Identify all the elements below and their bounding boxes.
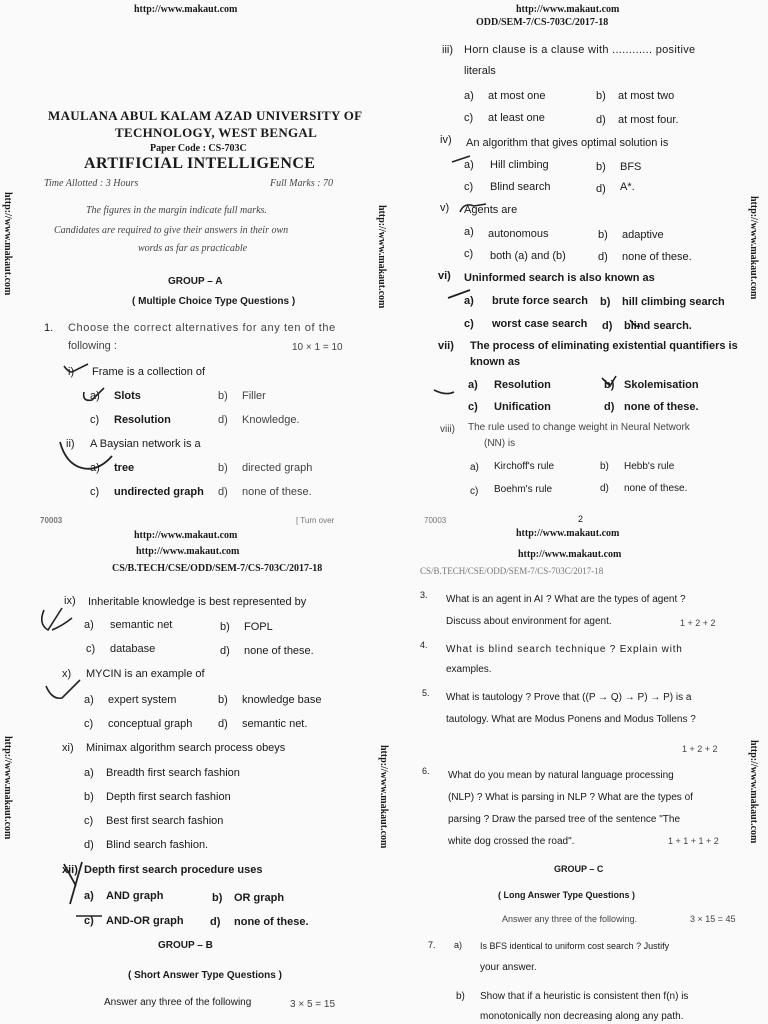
qvii-option-d-label: d) [604,401,615,413]
group-b-marks: 3 × 5 = 15 [290,999,336,1010]
pen-tick-marks-page3 [36,600,116,940]
qvi-option-a: brute force search [492,295,588,307]
page2-header-code: ODD/SEM-7/CS-703C/2017-18 [476,17,609,28]
qiii-option-c: at least one [488,112,545,124]
watermark-url-right-bottom: http://www.makaut.com [748,740,759,844]
page-3 [0,520,384,1024]
qv-option-c: both (a) and (b) [490,250,566,262]
qv-option-c-label: c) [464,248,474,260]
qix-option-a: semantic net [110,619,173,631]
qix-option-b: FOPL [244,621,273,633]
site-url-header: http://www.makaut.com [134,4,238,15]
qxi-option-a-label: a) [84,767,94,779]
qiii-option-a-label: a) [464,90,474,102]
qi-number: i) [68,366,75,378]
qviii-option-c: Boehm's rule [494,484,553,495]
qiii-option-c-label: c) [464,112,474,124]
qxii-text: Depth first search procedure uses [84,864,263,876]
qviii-option-c-label: c) [470,486,479,497]
q1-text: Choose the correct alternatives for any ten of the [68,322,336,334]
q7b-text: Show that if a heuristic is consistent then f(n) is [480,991,689,1002]
qiv-option-b-label: b) [596,161,606,173]
qvi-option-b-label: b) [600,296,611,308]
qii-number: ii) [66,438,75,450]
qvii-number: vii) [438,340,454,352]
qvi-option-c: worst case search [492,318,588,330]
qviii-option-b-label: b) [600,461,609,472]
q1-number: 1. [44,322,54,334]
q6-text: What do you mean by natural language processing [448,770,674,781]
qv-option-a-label: a) [464,226,474,238]
qiv-option-d-label: d) [596,183,606,195]
qvi-option-c-label: c) [464,318,474,330]
qviii-text: The rule used to change weight in Neural Network [468,422,690,433]
q7-number: 7. [428,940,436,950]
qx-text: MYCIN is an example of [86,668,205,680]
q3-text-line2: Discuss about environment for agent. [446,616,612,627]
qiv-option-c-label: c) [464,181,474,193]
pen-tick-marks-page1 [58,360,118,510]
group-b-title: GROUP – B [158,940,213,951]
qii-option-b-label: b) [218,462,228,474]
qxii-option-a: AND graph [106,890,164,902]
qiii-number: iii) [442,44,453,56]
group-c-marks: 3 × 15 = 45 [690,914,736,924]
q1-marks: 10 × 1 = 10 [292,342,343,353]
watermark-url-right-top: http://www.makaut.com [748,196,759,300]
qxii-option-d-label: d) [210,916,221,928]
qxi-option-b-label: b) [84,791,94,803]
qv-option-d: none of these. [622,251,692,263]
qvi-option-d-label: d) [602,320,613,332]
qii-option-a: tree [114,462,135,474]
qv-option-b: adaptive [622,229,664,241]
qiv-text: An algorithm that gives optimal solution is [466,137,669,149]
qxii-option-c: AND-OR graph [106,915,184,927]
qviii-option-a: Kirchoff's rule [494,461,555,472]
qiii-option-a: at most one [488,90,546,102]
qiv-option-d: A*. [620,181,635,193]
page4-header-code: CS/B.TECH/CSE/ODD/SEM-7/CS-703C/2017-18 [420,566,604,576]
qvi-text: Uninformed search is also known as [464,272,655,284]
group-c-title: GROUP – C [554,864,604,874]
q5-text: What is tautology ? Prove that ((P → Q) → P) → P) is a [446,692,692,703]
qx-option-c: conceptual graph [108,718,193,730]
qvi-option-a-label: a) [464,295,474,307]
qx-option-a-label: a) [84,694,94,706]
q1-text-line2: following : [68,340,117,352]
qvii-option-c-label: c) [468,401,478,413]
site-url-header-2: http://www.makaut.com [518,549,622,560]
q3-marks: 1 + 2 + 2 [680,618,716,628]
qx-option-c-label: c) [84,718,94,730]
qxi-option-a: Breadth first search fashion [106,767,240,779]
qxii-option-a-label: a) [84,890,94,902]
qxii-option-b-label: b) [212,892,223,904]
qix-option-a-label: a) [84,619,94,631]
qx-option-d: semantic net. [242,718,308,730]
qvii-option-a-label: a) [468,379,478,391]
qii-text: A Baysian network is a [90,438,201,450]
qi-option-c: Resolution [114,414,171,426]
qvi-number: vi) [438,270,451,282]
qii-option-d-label: d) [218,486,228,498]
qix-option-d: none of these. [244,645,314,657]
qv-number: v) [440,202,450,214]
qxi-text: Minimax algorithm search process obeys [86,742,286,754]
qvii-option-b-label: b) [604,379,615,391]
qiv-number: iv) [440,134,452,146]
q5-marks: 1 + 2 + 2 [682,744,718,754]
q6-marks: 1 + 1 + 1 + 2 [668,836,719,846]
qi-option-a: Slots [114,390,141,402]
qviii-option-d-label: d) [600,483,609,494]
q3-text: What is an agent in AI ? What are the types of agent ? [446,594,686,605]
qxi-option-b: Depth first search fashion [106,791,231,803]
group-c-subtitle: ( Long Answer Type Questions ) [498,890,636,900]
qx-option-b-label: b) [218,694,228,706]
qx-option-a: expert system [108,694,177,706]
paper-code: Paper Code : CS-703C [150,143,247,154]
qii-option-a-label: a) [90,462,100,474]
qviii-option-b: Hebb's rule [624,461,675,472]
qiii-option-d-label: d) [596,114,606,126]
qiii-text-line2: literals [464,65,496,77]
qii-option-d: none of these. [242,486,312,498]
page1-turn-over: [ Turn over [296,516,335,525]
qiv-option-a-label: a) [464,159,474,171]
qii-option-b: directed graph [242,462,313,474]
q6-text-line2: (NLP) ? What is parsing in NLP ? What are the types of [448,792,693,803]
qviii-option-a-label: a) [470,462,479,473]
qv-text: Agents are [464,204,518,216]
qiv-option-b: BFS [620,161,642,173]
qix-option-c: database [110,643,156,655]
page2-footer-code: 70003 [424,516,447,525]
qv-option-d-label: d) [598,251,608,263]
qvii-text: The process of eliminating existential quantifiers is [470,340,738,352]
site-url-header: http://www.makaut.com [516,4,620,15]
qix-option-d-label: d) [220,645,230,657]
qxi-number: xi) [62,742,74,754]
qxi-option-d: Blind search fashion. [106,839,209,851]
page-1 [0,0,384,525]
group-a-subtitle: ( Multiple Choice Type Questions ) [132,296,296,307]
page-4 [384,520,768,1024]
q5-text-line2: tautology. What are Modus Ponens and Modus Tollens ? [446,714,696,725]
qx-number: x) [62,668,72,680]
q7a-text-line2: your answer. [480,962,537,973]
qvi-option-d: blind search. [624,320,692,332]
qxi-option-d-label: d) [84,839,94,851]
qv-option-b-label: b) [598,229,608,241]
qix-option-b-label: b) [220,621,230,633]
watermark-url-mid-top: http://www.makaut.com [376,205,387,309]
q7b-label: b) [456,991,465,1002]
qvii-text-line2: known as [470,356,521,368]
qxii-option-b: OR graph [234,892,285,904]
group-c-instruction: Answer any three of the following. [502,914,638,924]
qix-number: ix) [64,595,76,607]
qiv-option-a: Hill climbing [490,159,549,171]
q4-text-line2: examples. [446,664,492,675]
time-allotted: Time Allotted : 3 Hours [44,178,139,189]
page1-footer-code: 70003 [40,516,63,525]
qvii-option-d: none of these. [624,401,699,413]
group-a-title: GROUP – A [168,276,223,287]
q7b-text-line2: monotonically non decreasing along any path. [480,1011,684,1022]
qiii-option-b: at most two [618,90,675,102]
qvii-option-b: Skolemisation [624,379,699,391]
qi-option-d: Knowledge. [242,414,300,426]
qiii-option-b-label: b) [596,90,606,102]
q7a-text: Is BFS identical to uniform cost search ? Justify [480,941,670,951]
qvi-option-b: hill climbing search [622,296,725,308]
site-url-header: http://www.makaut.com [134,530,238,541]
qviii-text-line2: (NN) is [484,438,516,449]
group-b-instruction: Answer any three of the following [104,997,252,1008]
watermark-url-left-top: http://www.makaut.com [2,192,13,296]
university-name-line2: TECHNOLOGY, WEST BENGAL [115,125,318,140]
instruction-line1: The figures in the margin indicate full marks. [86,205,267,216]
group-b-subtitle: ( Short Answer Type Questions ) [128,970,282,981]
qix-option-c-label: c) [86,643,96,655]
qiii-option-d: at most four. [618,114,679,126]
qi-option-c-label: c) [90,414,100,426]
qx-option-d-label: d) [218,718,228,730]
q6-number: 6. [422,766,430,776]
q4-text: What is blind search technique ? Explain with [446,644,683,655]
qviii-number: viii) [440,424,455,435]
q6-text-line4: white dog crossed the road". [448,836,575,847]
q3-number: 3. [420,590,428,600]
subject-title: ARTIFICIAL INTELLIGENCE [84,155,316,172]
instruction-line3: words as far as practicable [138,243,248,254]
page-2 [384,0,768,525]
watermark-url-left-bottom: http://www.makaut.com [2,736,13,840]
q5-number: 5. [422,688,430,698]
site-url-header-2: http://www.makaut.com [136,546,240,557]
qi-option-b-label: b) [218,390,228,402]
q4-number: 4. [420,640,428,650]
watermark-url-mid-bottom: http://www.makaut.com [378,745,389,849]
instruction-line2: Candidates are required to give their answers in their own [54,225,289,236]
q6-text-line3: parsing ? Draw the parsed tree of the sentence "The [448,814,681,825]
qv-option-a: autonomous [488,228,549,240]
qi-option-a-label: a) [90,390,100,402]
q7a-label: a) [454,940,463,950]
university-name-line1: MAULANA ABUL KALAM AZAD UNIVERSITY OF [48,108,363,123]
page3-header-code: CS/B.TECH/CSE/ODD/SEM-7/CS-703C/2017-18 [112,563,323,574]
qix-text: Inheritable knowledge is best represented by [88,596,307,608]
qxii-option-c-label: c) [84,915,94,927]
qvii-option-c: Unification [494,401,551,413]
qi-option-b: Filler [242,390,266,402]
qx-option-b: knowledge base [242,694,322,706]
qxi-option-c-label: c) [84,815,94,827]
qii-option-c: undirected graph [114,486,204,498]
qxii-option-d: none of these. [234,916,309,928]
qiii-text: Horn clause is a clause with ............ positive [464,44,696,56]
qvii-option-a: Resolution [494,379,551,391]
qii-option-c-label: c) [90,486,100,498]
qi-text: Frame is a collection of [92,366,206,378]
site-url-header: http://www.makaut.com [516,528,620,539]
qiv-option-c: Blind search [490,181,551,193]
qi-option-d-label: d) [218,414,228,426]
qviii-option-d: none of these. [624,483,688,494]
qxii-number: xii) [62,864,78,876]
qxi-option-c: Best first search fashion [106,815,224,827]
page2-number: 2 [578,514,584,524]
full-marks: Full Marks : 70 [270,178,334,189]
